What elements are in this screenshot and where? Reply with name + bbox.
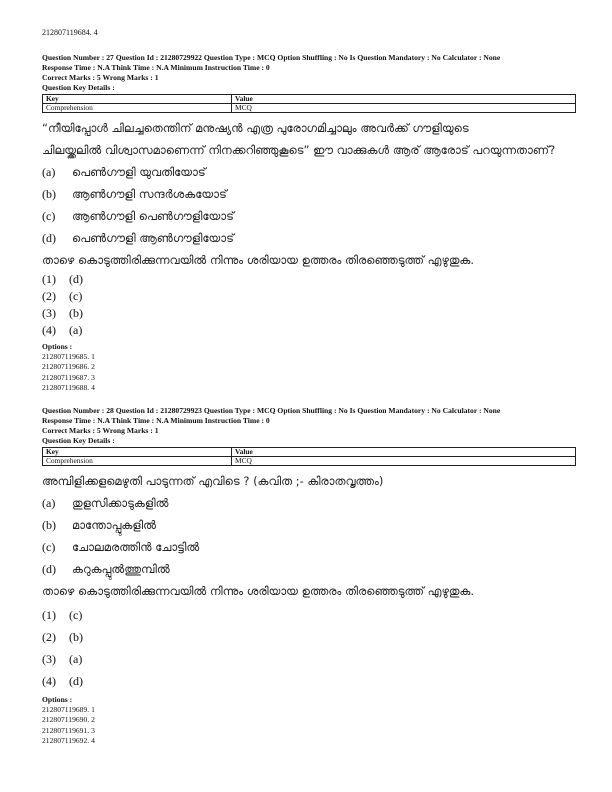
answer-value: (b) xyxy=(69,629,83,644)
choice-text: ആൺഗൗളി പെൺഗൗളിയോട് xyxy=(72,208,234,223)
answer-item xyxy=(42,271,578,288)
question-meta-line1: Question Number : 27 Question Id : 21280729922 Question Type : MCQ Option Shuffling : No Is Question Mandatory : No Calculator : None xyxy=(42,52,501,62)
choice-text: ചോലമരത്തിൻ ചോട്ടിൽ xyxy=(72,539,200,554)
answer-value: (a) xyxy=(69,322,83,337)
option-id: 212807119686. 2 xyxy=(42,362,95,371)
key-cell: Comprehension xyxy=(43,456,232,465)
choice-item xyxy=(42,536,578,558)
exam-page xyxy=(42,28,578,747)
header-doc-id: 212807119684. 4 xyxy=(42,28,98,37)
question-meta-line2: Response Time : N.A Think Time : N.A Minimum Instruction Time : 0 xyxy=(42,415,270,425)
choice-item xyxy=(42,227,578,249)
answer-value: (c) xyxy=(69,607,83,622)
key-header: Key xyxy=(43,447,232,456)
choice-item xyxy=(42,205,578,227)
answer-item xyxy=(42,288,578,305)
answer-value: (d) xyxy=(69,271,83,286)
question-text xyxy=(42,117,578,161)
question-meta-line1: Question Number : 28 Question Id : 21280729923 Question Type : MCQ Option Shuffling : No Is Question Mandatory : No Calculator : None xyxy=(42,405,501,415)
choice-text: പെൺഗൗളി യുവതിയോട് xyxy=(72,164,206,179)
answer-value: (d) xyxy=(69,673,83,688)
question-marks: Correct Marks : 5 Wrong Marks : 1 xyxy=(42,72,159,82)
question-27 xyxy=(42,53,578,394)
option-id: 212807119690. 2 xyxy=(42,715,95,724)
choice-list xyxy=(42,492,578,580)
value-header: Value xyxy=(232,94,576,103)
answer-number: (2) xyxy=(42,288,56,303)
answer-number: (3) xyxy=(42,305,56,320)
choice-text: തുളസിക്കാടുകളിൽ xyxy=(72,495,169,510)
option-id: 212807119685. 1 xyxy=(42,351,95,361)
answer-number: (2) xyxy=(42,629,56,644)
choice-item xyxy=(42,183,578,205)
question-text xyxy=(42,470,578,492)
choice-item xyxy=(42,514,578,536)
answer-number: (1) xyxy=(42,271,56,286)
answer-list xyxy=(42,271,578,339)
choice-text: പെൺഗൗളി ആൺഗൗളിയോട് xyxy=(72,230,234,245)
key-value-table xyxy=(42,447,576,466)
question-text-line1: അമ്പിളിക്കളമെഴുതി പാടുന്നത് എവിടെ ? (കവിത ;- കിരാതവൃത്തം) xyxy=(42,473,384,488)
question-meta-line2: Response Time : N.A Think Time : N.A Minimum Instruction Time : 0 xyxy=(42,62,270,72)
option-id-list xyxy=(42,705,578,747)
answer-item xyxy=(42,322,578,339)
instruction-text: താഴെ കൊടുത്തിരിക്കുന്നവയിൽ നിന്നും ശരിയായ ഉത്തരം തിരഞ്ഞെടുത്ത് എഴുതുക. xyxy=(42,583,475,598)
option-id: 212807119692. 4 xyxy=(42,736,95,745)
option-id-list xyxy=(42,352,578,394)
choice-item xyxy=(42,161,578,183)
answer-item xyxy=(42,305,578,322)
value-cell: MCQ xyxy=(232,103,576,112)
answer-number: (3) xyxy=(42,651,56,666)
value-header: Value xyxy=(232,447,576,456)
question-key-details-label: Question Key Details : xyxy=(42,435,115,445)
choice-label: (d) xyxy=(42,561,56,576)
choice-label: (b) xyxy=(42,517,56,532)
key-header: Key xyxy=(43,94,232,103)
choice-list xyxy=(42,161,578,249)
choice-label: (a) xyxy=(42,495,56,510)
choice-item xyxy=(42,558,578,580)
answer-number: (4) xyxy=(42,322,56,337)
answer-item xyxy=(42,670,578,692)
answer-list xyxy=(42,604,578,692)
choice-label: (a) xyxy=(42,164,56,179)
choice-text: കറുകപ്പുൽത്തുമ്പിൽ xyxy=(72,561,170,576)
question-text-line1: “നീയിപ്പോൾ ചിലച്ചതെന്തിന് മനുഷ്യൻ എത്ര പുരോഗമിച്ചാലും അവർക്ക് ഗൗളിയുടെ xyxy=(42,120,469,135)
option-id: 212807119687. 3 xyxy=(42,372,95,382)
answer-number: (1) xyxy=(42,607,56,622)
answer-value: (a) xyxy=(69,651,83,666)
answer-number: (4) xyxy=(42,673,56,688)
options-label: Options : xyxy=(42,341,73,351)
answer-item xyxy=(42,604,578,626)
value-cell: MCQ xyxy=(232,456,576,465)
instruction-text: താഴെ കൊടുത്തിരിക്കുന്നവയിൽ നിന്നും ശരിയായ ഉത്തരം തിരഞ്ഞെടുത്ത് എഴുതുക. xyxy=(42,252,475,267)
answer-value: (c) xyxy=(69,288,83,303)
question-28 xyxy=(42,406,578,747)
choice-item xyxy=(42,492,578,514)
answer-value: (b) xyxy=(69,305,83,320)
options-label: Options : xyxy=(42,694,73,704)
question-key-details-label: Question Key Details : xyxy=(42,82,115,92)
choice-label: (c) xyxy=(42,539,56,554)
question-text-line2: ചിലയ്ക്കലിൽ വിശ്വാസമാണെന്ന് നിനക്കറിഞ്ഞുകൂടെ” ഈ വാക്കുകൾ ആര് ആരോട് പറയുന്നതാണ്? xyxy=(42,142,556,157)
key-value-table xyxy=(42,94,576,113)
choice-label: (b) xyxy=(42,186,56,201)
answer-item xyxy=(42,648,578,670)
key-cell: Comprehension xyxy=(43,103,232,112)
choice-text: ആൺഗൗളി സന്ദർശകയോട് xyxy=(72,186,227,201)
option-id: 212807119691. 3 xyxy=(42,725,95,735)
choice-text: മാന്തോപ്പുകളിൽ xyxy=(72,517,156,532)
answer-item xyxy=(42,626,578,648)
question-marks: Correct Marks : 5 Wrong Marks : 1 xyxy=(42,425,159,435)
choice-label: (d) xyxy=(42,230,56,245)
choice-label: (c) xyxy=(42,208,56,223)
option-id: 212807119689. 1 xyxy=(42,704,95,714)
option-id: 212807119688. 4 xyxy=(42,383,95,392)
